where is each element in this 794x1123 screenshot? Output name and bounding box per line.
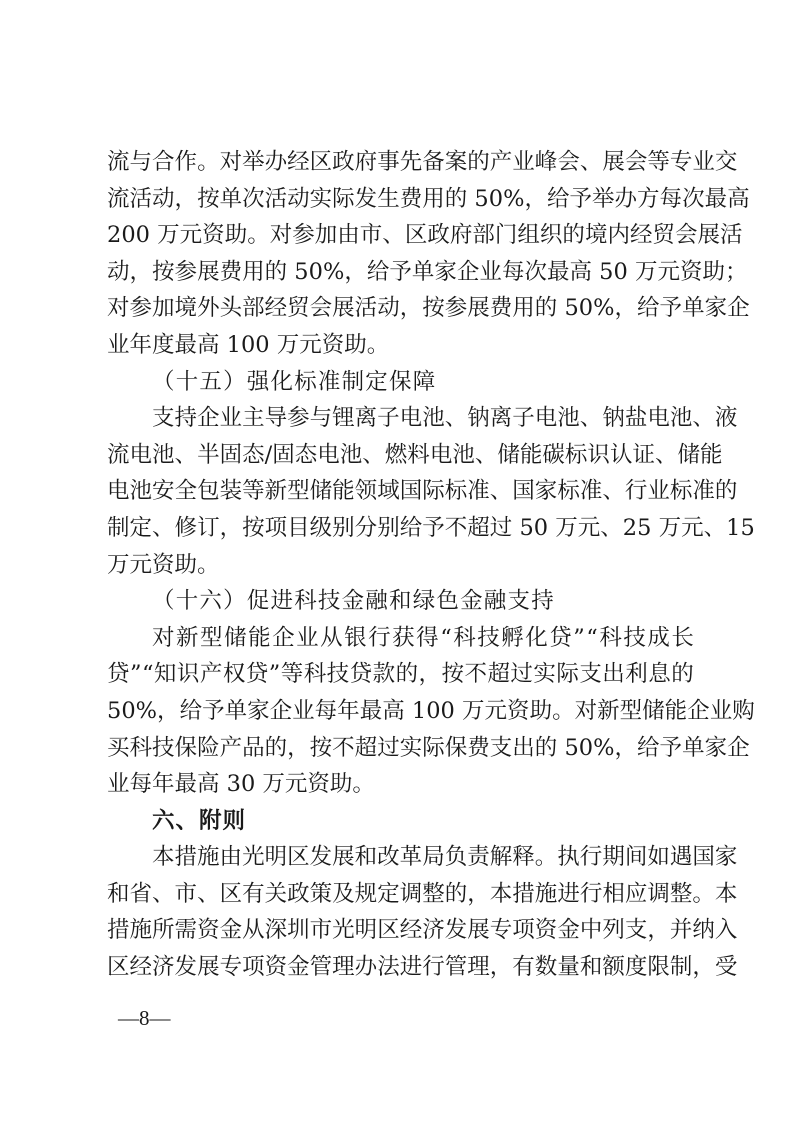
text-line: 买 科 技 保 险 产 品 的 ， 按 不 超 过 实 际 保 费 支 出 的 5 0 % ， 给 予 单 家 企 xyxy=(107,734,750,761)
text-line: 措 施 所 需 资 金 从 深 圳 市 光 明 区 经 济 发 展 专 项 资 金 中 列 支 ， 并 纳 入 xyxy=(107,917,738,944)
text-line: 支 持 企 业 主 导 参 与 锂 离 子 电 池 、 钠 离 子 电 池 、 钠 盐 电 池 、 液 xyxy=(152,405,738,432)
paragraph xyxy=(107,400,755,583)
text-line: 流 活 动 ， 按 单 次 活 动 实 际 发 生 费 用 的 5 0 % ， 给 予 举 办 方 每 次 最 高 xyxy=(107,185,750,212)
text-line: 区 经 济 发 展 专 项 资 金 管 理 办 法 进 行 管 理 ， 有 数 量 和 额 度 限 制 ， 受 xyxy=(107,954,738,981)
text-line: 动 ， 按 参 展 费 用 的 5 0 % ， 给 予 单 家 企 业 每 次 最 高 5 0 万 元 资 助 ； xyxy=(107,258,748,285)
section-subheading: （十六）促进科技金融和绿色金融支持 xyxy=(152,588,555,615)
text-line: 制 定 、 修 订 ， 按 项 目 级 别 分 别 给 予 不 超 过 5 0 万 元 、 2 5 万 元 、 1 5 xyxy=(107,514,755,541)
text-line: 本 措 施 由 光 明 区 发 展 和 改 革 局 负 责 解 释 。 执 行 期 间 如 遇 国 家 xyxy=(152,844,738,871)
text-line: 流 电 池 、 半 固 态 / 固 态 电 池 、 燃 料 电 池 、 储 能 碳 标 识 认 证 、 储 能 xyxy=(107,441,723,468)
document-page xyxy=(107,144,755,986)
paragraph xyxy=(107,839,738,985)
section-heading: 六、附则 xyxy=(152,807,247,834)
text-line: 和 省 、 市 、 区 有 关 政 策 及 规 定 调 整 的 ， 本 措 施 进 行 相 应 调 整 。 本 xyxy=(107,880,738,907)
paragraph xyxy=(107,620,755,803)
section-subheading: （十五）强化标准制定保障 xyxy=(152,368,437,395)
text-line: 业每年最高 30 万元资助。 xyxy=(107,771,375,798)
paragraph xyxy=(107,144,750,364)
page-number: —8— xyxy=(118,1006,171,1030)
text-line: 2 0 0 万 元 资 助 。 对 参 加 由 市 、 区 政 府 部 门 组 织 的 境 内 经 贸 会 展 活 xyxy=(107,222,743,249)
text-line: 电 池 安 全 包 装 等 新 型 储 能 领 域 国 际 标 准 、 国 家 标 准 、 行 业 标 准 的 xyxy=(107,478,738,505)
text-line: 贷 ” “ 知 识 产 权 贷 ” 等 科 技 贷 款 的 ， 按 不 超 过 实 际 支 出 利 息 的 xyxy=(107,661,694,688)
text-line: 万元资助。 xyxy=(107,551,220,578)
text-line: 对 新 型 储 能 企 业 从 银 行 获 得 “ 科 技 孵 化 贷 ” “ 科 技 成 长 xyxy=(152,624,694,651)
text-line: 业年度最高 100 万元资助。 xyxy=(107,331,390,358)
text-line: 流 与 合 作 。 对 举 办 经 区 政 府 事 先 备 案 的 产 业 峰 会 、 展 会 等 专 业 交 xyxy=(107,149,738,175)
text-line: 对 参 加 境 外 头 部 经 贸 会 展 活 动 ， 按 参 展 费 用 的 5 0 % ， 给 予 单 家 企 xyxy=(107,295,750,322)
text-line: 5 0 % ， 给 予 单 家 企 业 每 年 最 高 1 0 0 万 元 资 助 。 对 新 型 储 能 企 业 购 xyxy=(107,697,755,724)
